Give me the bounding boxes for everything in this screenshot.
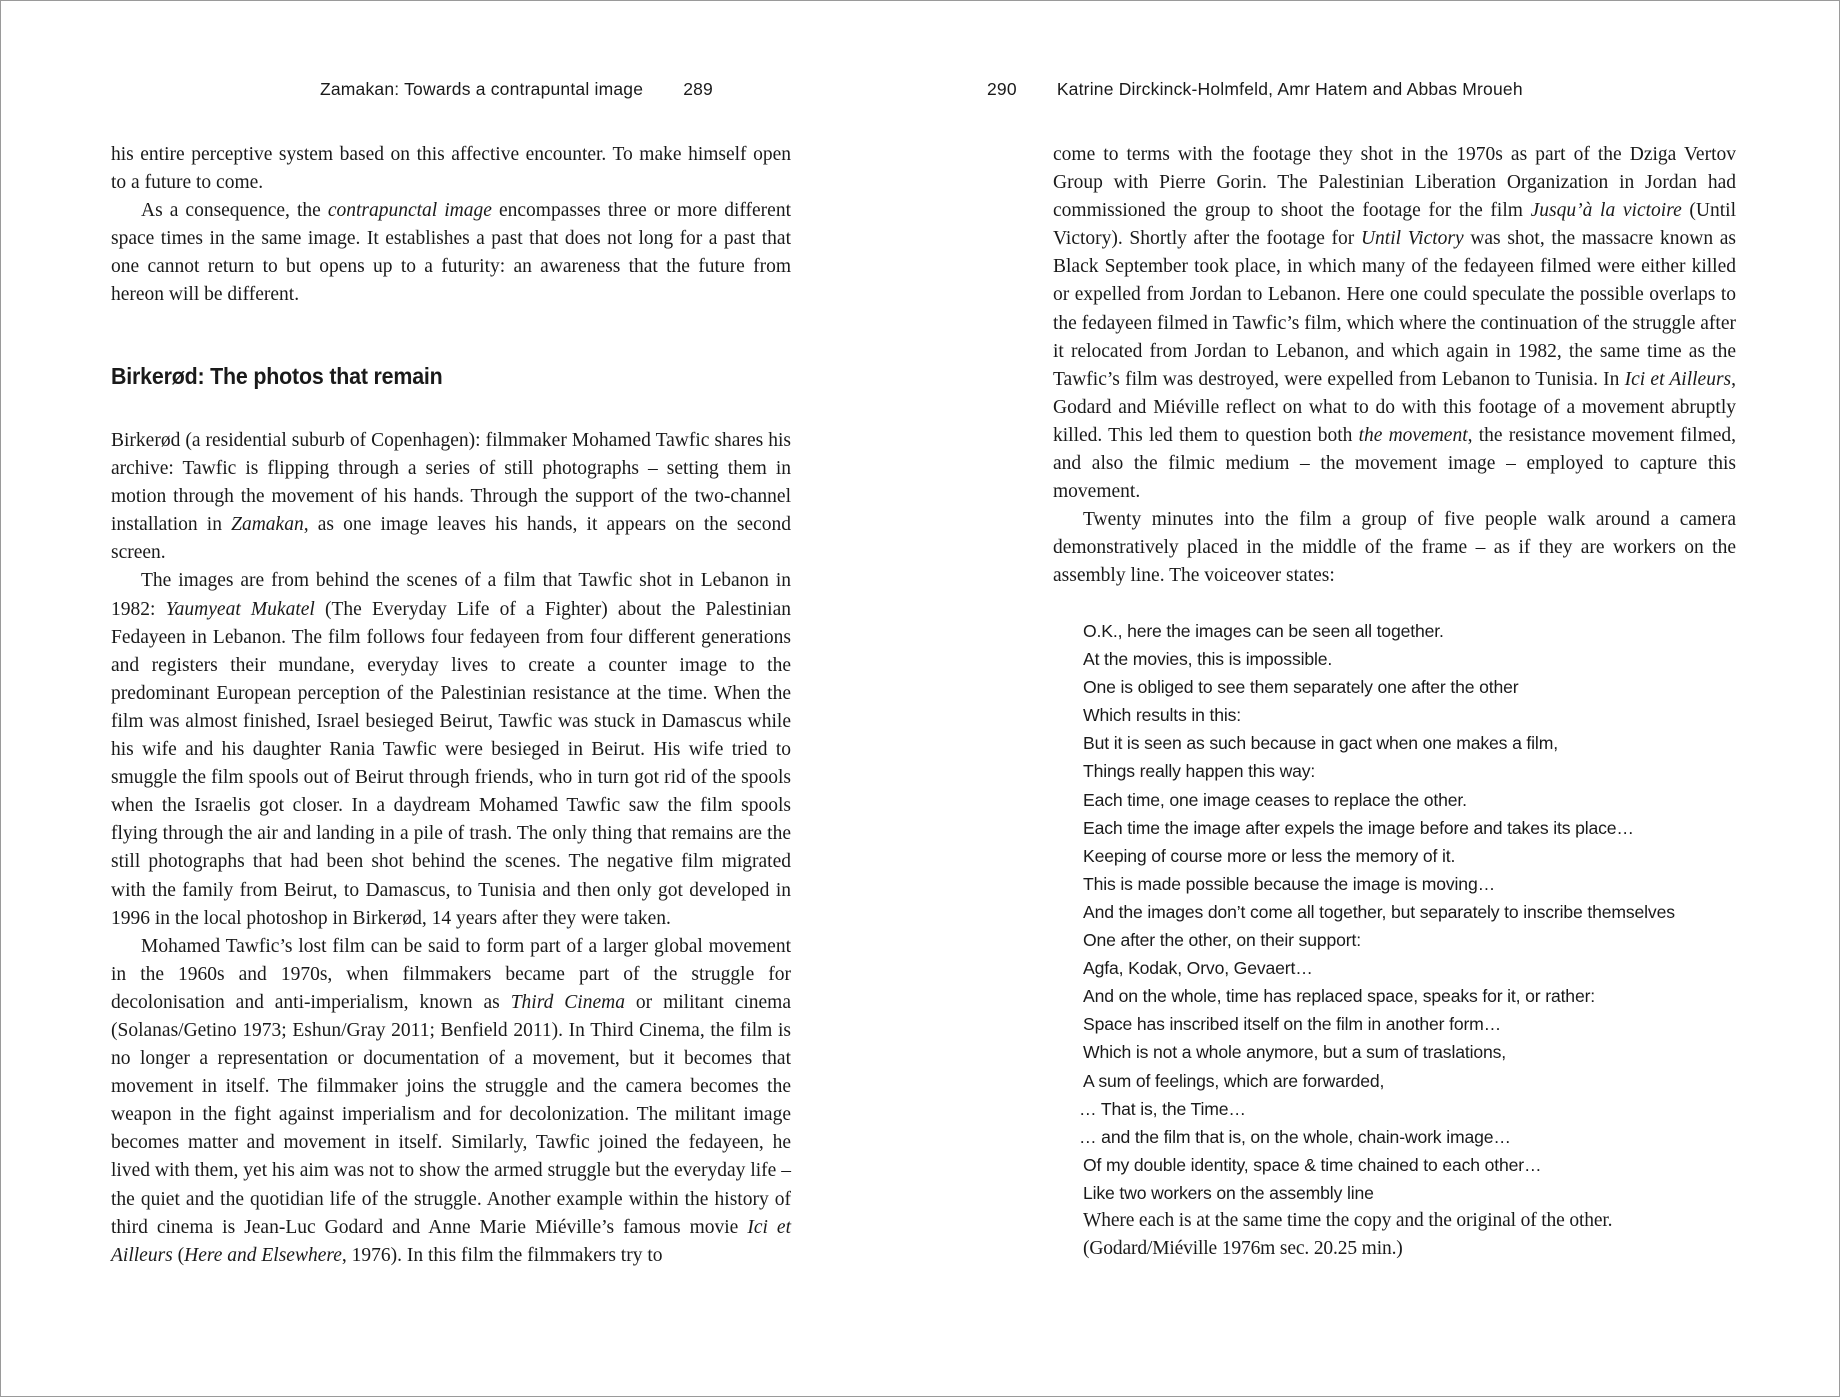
quote-line: O.K., here the images can be seen all together. bbox=[1083, 621, 1444, 641]
paragraph: As a consequence, the contrapunctal image encompasses three or more different space times in the same image. It establishes a past that does not long for a past that one cannot return to but opens up to a futurity: an awareness that the future from hereon will be different. bbox=[111, 200, 791, 306]
quote-line: At the movies, this is impossible. bbox=[1083, 649, 1333, 670]
quote-line: Space has inscribed itself on the film in another form… bbox=[1083, 1014, 1502, 1035]
paragraph: Twenty minutes into the film a group of five people walk around a camera demonstratively placed in the middle of the frame – as if they are workers on the assembly line. The voiceover states: bbox=[1053, 509, 1736, 587]
quote-line: Each time the image after expels the image before and takes its place… bbox=[1083, 817, 1634, 838]
left-intro-text bbox=[111, 141, 791, 310]
left-running-head bbox=[320, 79, 713, 100]
block-quote bbox=[1079, 617, 1743, 1263]
quote-line: … and the film that is, on the whole, chain-work image… bbox=[1079, 1126, 1511, 1147]
quote-line: Of my double identity, space & time chained to each other… bbox=[1083, 1154, 1542, 1175]
quote-citation: (Godard/Miéville 1976m sec. 20.25 min.) bbox=[1083, 1238, 1403, 1260]
right-running-head bbox=[987, 79, 1523, 100]
paragraph: Birkerød (a residential suburb of Copenhagen): filmmaker Mohamed Tawfic shares his archive: Tawfic is flipping through a series of still photographs – setting them in motion through the movement of his hands. Through the support of the two-channel installation in Zamakan, as one image leaves his hands, it appears on the second screen. bbox=[111, 430, 791, 564]
right-body-text bbox=[1053, 141, 1736, 591]
paragraph: come to terms with the footage they shot in the 1970s as part of the Dziga Vertov Group with Pierre Gorin. The Palestinian Liberation Organization in Jordan had commissioned the group to shoot the footage for the film Jusqu’à la victoire (Until Victory). Shortly after the footage for Until Victory was shot, the massacre known as Black September took place, in which many of the fedayeen filmed were either killed or expelled from Jordan to Lebanon. Here one could speculate the possible overlaps to the fedayeen filmed in Tawfic’s film, which where the continuation of the struggle after it relocated from Jordan to Lebanon, and which again in 1982, the same time as the Tawfic’s film was destroyed, were expelled from Lebanon to Tunisia. In Ici et Ailleurs, Godard and Miéville reflect on what to do with this footage of a movement abruptly killed. This led them to question both the movement, the resistance movement filmed, and also the filmic medium – the movement image – employed to capture this movement. bbox=[1053, 144, 1737, 503]
left-page bbox=[111, 1, 791, 1396]
quote-line: Keeping of course more or less the memory of it. bbox=[1083, 845, 1456, 866]
quote-line: Each time, one image ceases to replace the other. bbox=[1083, 789, 1467, 810]
italic-title: Jusqu’à la victoire bbox=[1530, 200, 1682, 222]
quote-line: Like two workers on the assembly line bbox=[1083, 1182, 1374, 1203]
quote-line: Which is not a whole anymore, but a sum of traslations, bbox=[1083, 1042, 1506, 1063]
italic-title: Ici et Ailleurs bbox=[1624, 368, 1732, 390]
page-number-left: 289 bbox=[683, 79, 713, 99]
quote-line: One after the other, on their support: bbox=[1083, 930, 1361, 951]
quote-line: One is obliged to see them separately one after the other bbox=[1083, 677, 1519, 698]
italic-title: Zamakan bbox=[231, 514, 304, 536]
italic-title: Ici et Ailleurs bbox=[111, 1216, 791, 1266]
section-heading: Birkerød: The photos that remain bbox=[111, 363, 443, 389]
paragraph: his entire perceptive system based on this affective encounter. To make himself open to a future to come. bbox=[111, 144, 791, 194]
quote-line: Where each is at the same time the copy and the original of the other. bbox=[1083, 1209, 1613, 1231]
quote-line: And on the whole, time has replaced space, speaks for it, or rather: bbox=[1083, 986, 1596, 1007]
italic-term: Third Cinema bbox=[510, 991, 625, 1013]
italic-title: Until Victory bbox=[1360, 228, 1464, 250]
italic-term: the movement bbox=[1358, 424, 1468, 446]
paragraph: Mohamed Tawfic’s lost film can be said to form part of a larger global movement in the 1960s and 1970s, when filmmakers became part of the struggle for decolonisation and anti-imperialism, known as Third Cinema or militant cinema (Solanas/Getino 1973; Eshun/Gray 2011; Benfield 2011). In Third Cinema, the film is no longer a representation or documentation of a movement, but it becomes that movement in itself. The filmmaker joins the struggle and the camera becomes the weapon in the fight against imperialism and for decolonization. The militant image becomes matter and movement in itself. Similarly, Tawfic joined the fedayeen, he lived with them, yet his aim was not to show the armed struggle but the everyday life – the quiet and the quotidian life of the struggle. Another example within the history of third cinema is Jean-Luc Godard and Anne Marie Miéville’s famous movie Ici et Ailleurs (Here and Elsewhere, 1976). In this film the filmmakers try to bbox=[111, 935, 791, 1266]
quote-line: Agfa, Kodak, Orvo, Gevaert… bbox=[1083, 958, 1313, 979]
quote-line: Which results in this: bbox=[1083, 705, 1242, 726]
quote-line: A sum of feelings, which are forwarded, bbox=[1083, 1070, 1385, 1091]
paragraph: The images are from behind the scenes of a film that Tawfic shot in Lebanon in 1982: Yaumyeat Mukatel (The Everyday Life of a Fighter) about the Palestinian Fedayeen in Lebanon. The film follows four fedayeen from four different generations and registers their mundane, everyday lives to create a counter image to the predominant European perception of the Palestinian resistance at the time. When the film was almost finished, Israel besieged Beirut, Tawfic was stuck in Damascus while his wife and his daughter Rania Tawfic were besieged in Beirut. His wife tried to smuggle the film spools out of Beirut through friends, who in turn got rid of the spools when the Israelis got closer. In a daydream Mohamed Tawfic saw the film spools flying through the air and landing in a pile of trash. The only thing that remains are the still photographs that had been shot behind the scenes. The negative film migrated with the family from Beirut, to Damascus, to Tunisia and then only got developed in 1996 in the local photoshop in Birkerød, 14 years after they were taken. bbox=[111, 570, 791, 929]
quote-line: And the images don’t come all together, but separately to inscribe themselves bbox=[1083, 901, 1675, 922]
italic-title: Yaumyeat Mukatel bbox=[165, 598, 315, 620]
quote-line: This is made possible because the image is moving… bbox=[1083, 873, 1496, 894]
page-number-right: 290 bbox=[987, 79, 1017, 99]
left-section-text bbox=[111, 427, 791, 1270]
running-authors: Katrine Dirckinck-Holmfeld, Amr Hatem and Abbas Mroueh bbox=[1056, 79, 1523, 99]
right-page bbox=[987, 1, 1737, 1396]
quote-line: Things really happen this way: bbox=[1083, 761, 1316, 782]
quote-line: But it is seen as such because in gact when one makes a film, bbox=[1083, 733, 1558, 754]
italic-term: contrapunctal image bbox=[327, 200, 492, 222]
running-title: Zamakan: Towards a contrapuntal image bbox=[319, 79, 644, 99]
quote-line: … That is, the Time… bbox=[1079, 1098, 1246, 1119]
italic-title: Here and Elsewhere bbox=[184, 1244, 342, 1266]
